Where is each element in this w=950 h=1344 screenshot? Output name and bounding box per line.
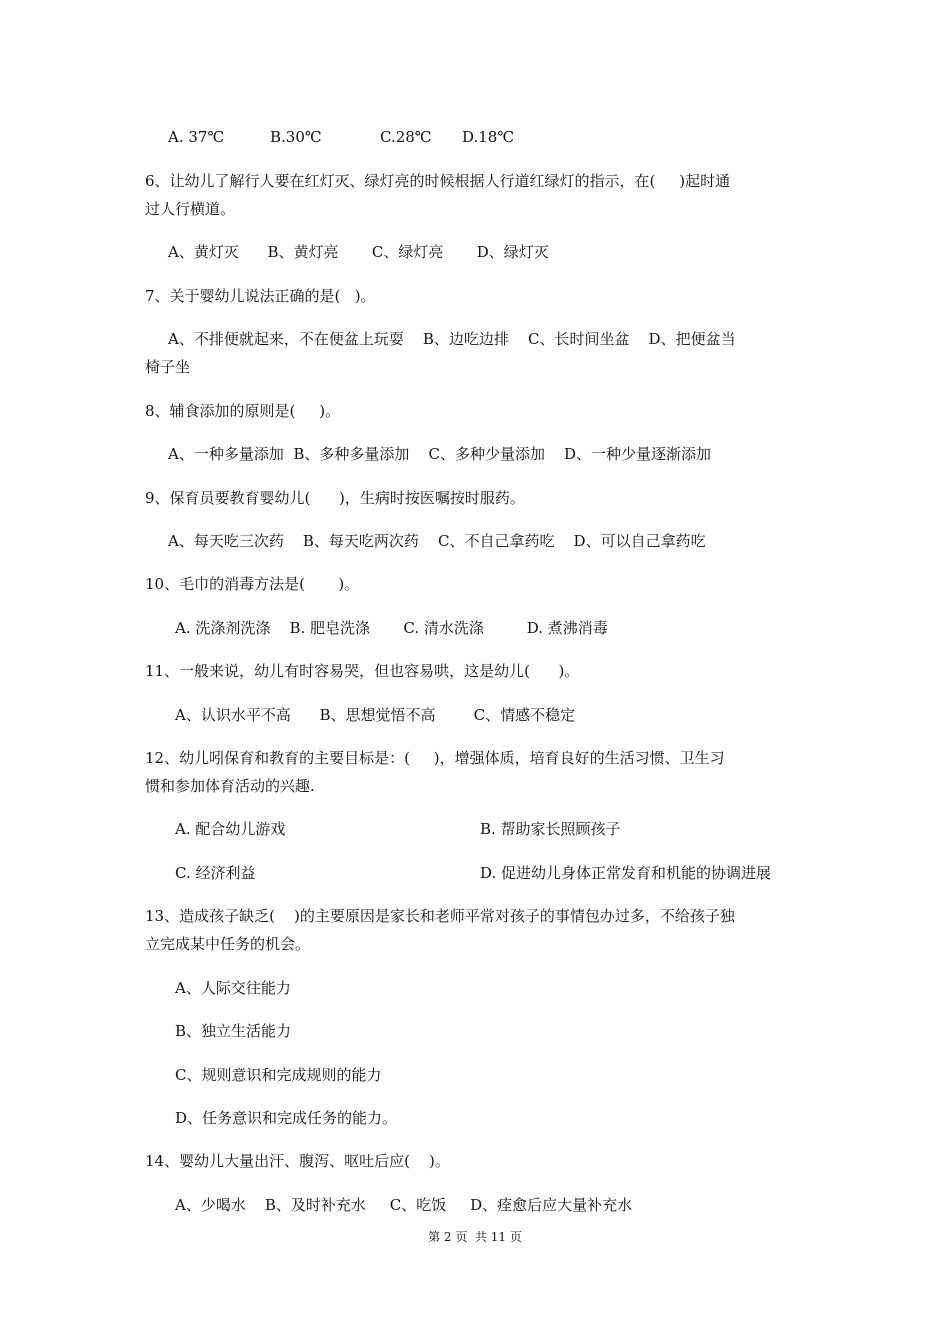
text-line: D. 促进幼儿身体正常发育和机能的协调进展 bbox=[480, 864, 772, 882]
text-line: B.30℃ bbox=[270, 128, 322, 146]
text-line: A、少喝水 B、及时补充水 C、吃饭 D、痊愈后应大量补充水 bbox=[175, 1196, 633, 1214]
text-line: A、每天吃三次药 B、每天吃两次药 C、不自己拿药吃 D、可以自己拿药吃 bbox=[168, 532, 706, 550]
text-line: D、任务意识和完成任务的能力。 bbox=[175, 1109, 398, 1127]
text-line: 8、辅食添加的原则是( )。 bbox=[145, 402, 341, 420]
text-line: 12、幼儿吲保育和教育的主要目标是：( )，增强体质，培育良好的生活习惯、卫生习 bbox=[145, 749, 725, 767]
text-line: 11、一般来说，幼儿有时容易哭，但也容易哄，这是幼儿( )。 bbox=[145, 662, 580, 680]
text-line: A、一种多量添加 B、多种多量添加 C、多种少量添加 D、一种少量逐渐添加 bbox=[168, 445, 712, 463]
page-footer: 第 2 页 共 11 页 bbox=[428, 1230, 522, 1244]
text-line: C.28℃ bbox=[380, 128, 432, 146]
text-line: A、黄灯灭 B、黄灯亮 C、绿灯亮 D、绿灯灭 bbox=[168, 243, 549, 261]
text-line: 立完成某中任务的机会。 bbox=[145, 935, 311, 953]
text-line: 过人行横道。 bbox=[145, 200, 236, 218]
text-line: B. 帮助家长照顾孩子 bbox=[480, 820, 621, 838]
text-line: 6、让幼儿了解行人要在红灯灭、绿灯亮的时候根据人行道红绿灯的指示，在( )起时通 bbox=[145, 172, 731, 190]
text-line: A. 洗涤剂洗涤 B. 肥皂洗涤 C. 清水洗涤 D. 煮沸消毒 bbox=[175, 619, 608, 637]
text-line: 惯和参加体育活动的兴趣. bbox=[145, 777, 315, 795]
text-line: 10、毛巾的消毒方法是( )。 bbox=[145, 575, 360, 593]
text-line: 9、保育员要教育婴幼儿( )，生病时按医嘱按时服药。 bbox=[145, 489, 525, 507]
text-line: 7、关于婴幼儿说法正确的是( )。 bbox=[145, 287, 376, 305]
text-line: A、认识水平不高 B、思想觉悟不高 C、情感不稳定 bbox=[175, 706, 576, 724]
text-line: 14、婴幼儿大量出汗、腹泻、呕吐后应( )。 bbox=[145, 1152, 450, 1170]
text-line: A. 37℃ bbox=[168, 128, 225, 146]
text-line: D.18℃ bbox=[462, 128, 515, 146]
text-line: C. 经济利益 bbox=[175, 864, 256, 882]
text-line: 13、造成孩子缺乏( )的主要原因是家长和老师平常对孩子的事情包办过多，不给孩子独 bbox=[145, 907, 735, 925]
text-line: B、独立生活能力 bbox=[175, 1022, 292, 1040]
text-line: C、规则意识和完成规则的能力 bbox=[175, 1066, 382, 1084]
text-line: 椅子坐 bbox=[145, 358, 191, 376]
text-line: A. 配合幼儿游戏 bbox=[175, 820, 286, 838]
text-line: A、人际交往能力 bbox=[175, 979, 291, 997]
text-line: A、不排便就起来，不在便盆上玩耍 B、边吃边排 C、长时间坐盆 D、把便盆当 bbox=[168, 330, 736, 348]
